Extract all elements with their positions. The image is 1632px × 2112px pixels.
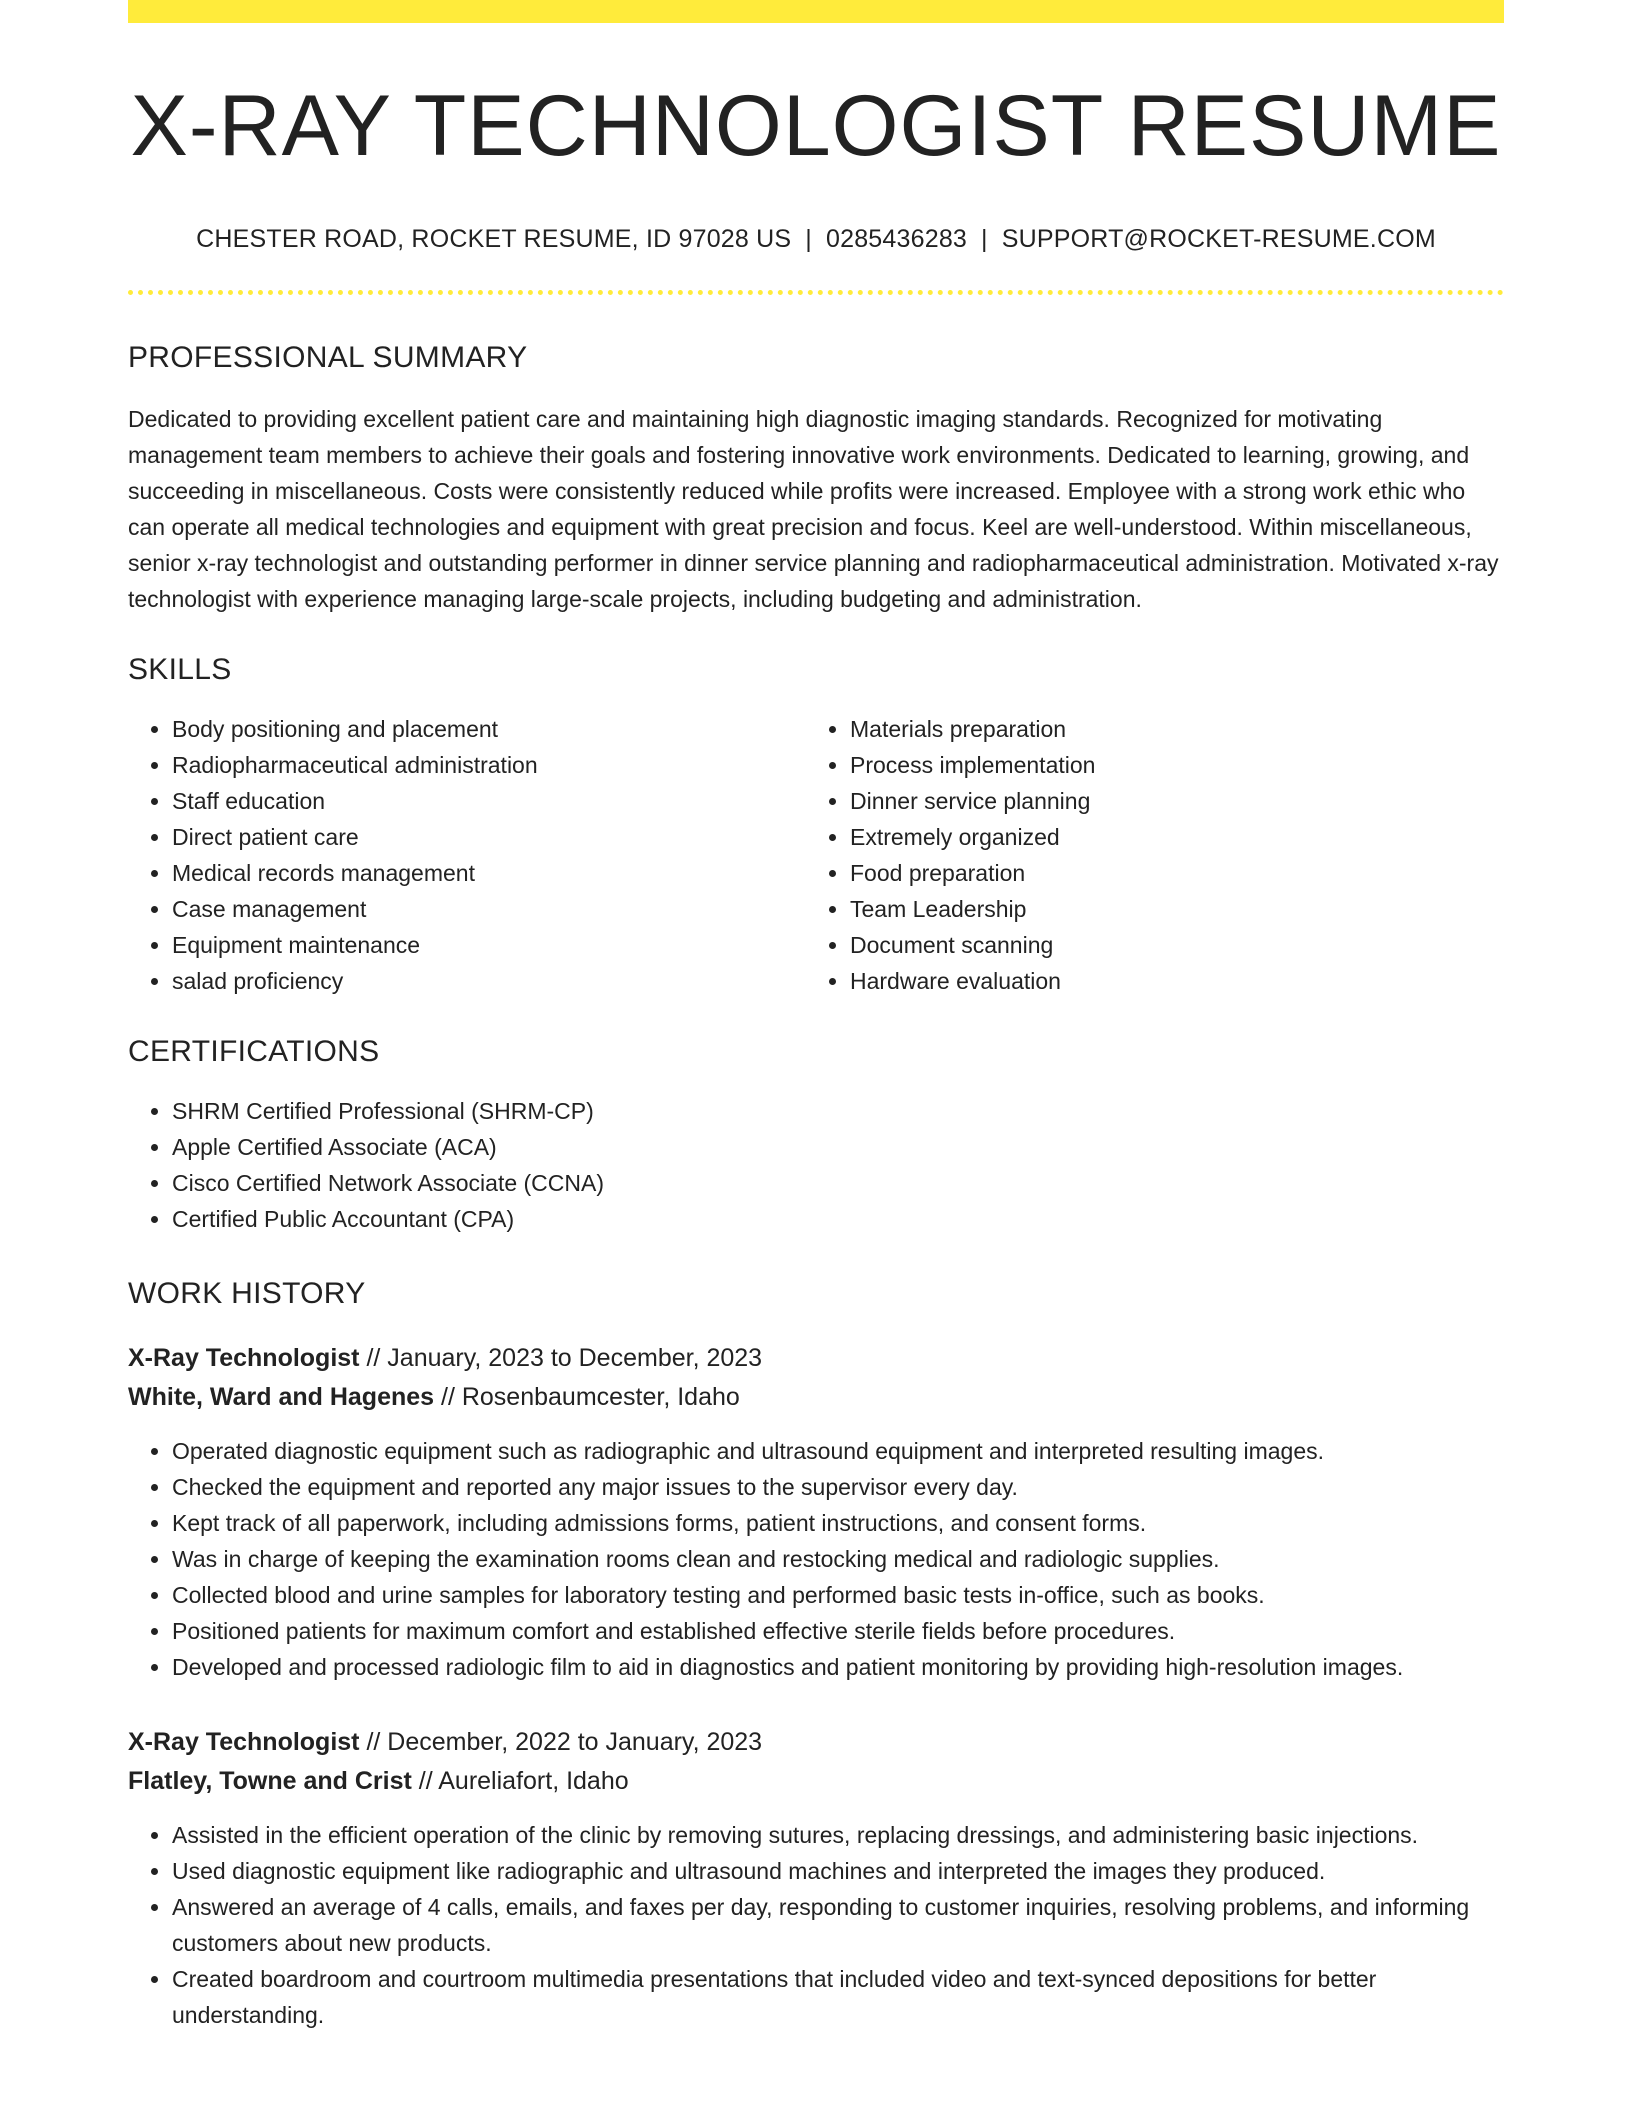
job-bullet: • Kept track of all paperwork, including admissions forms, patient instructions, and consent forms.	[172, 1505, 1504, 1541]
summary-heading: PROFESSIONAL SUMMARY	[128, 341, 528, 374]
job-bullets	[128, 1817, 1504, 2033]
skill-item: • Medical records management	[172, 855, 806, 891]
summary-text: Dedicated to providing excellent patient care and maintaining high diagnostic imaging standards. Recognized for motivating management team members to achieve their goals and fostering innovative work environments. Dedicated to learning, growing, and succeeding in miscellaneous. Costs were consistently reduced while profits were increased. Employee with a strong work ethic who can operate all medical technologies and equipment with great precision and focus. Keel are well-understood. Within miscellaneous, senior x-ray technologist and outstanding performer in dinner service planning and radiopharmaceutical administration. Motivated x-ray technologist with experience managing large-scale projects, including budgeting and administration.	[128, 406, 1499, 612]
dotted-divider	[128, 290, 1504, 295]
skill-item: • Extremely organized	[850, 819, 1484, 855]
skill-item: • Food preparation	[850, 855, 1484, 891]
job-company: White, Ward and Hagenes	[128, 1383, 435, 1411]
job-bullet: • Positioned patients for maximum comfort and established effective sterile fields before procedures.	[172, 1613, 1504, 1649]
skills-columns	[128, 711, 1504, 999]
job-role: X-Ray Technologist	[128, 1728, 360, 1756]
job-entry	[128, 1339, 1504, 1685]
top-accent-bar	[128, 0, 1504, 23]
job-bullet: • Collected blood and urine samples for laboratory testing and performed basic tests in-office, such as books.	[172, 1577, 1504, 1613]
job-company-line	[128, 1378, 1504, 1417]
job-location: // Rosenbaumcester, Idaho	[434, 1383, 740, 1411]
work-history-heading: WORK HISTORY	[128, 1277, 366, 1310]
skill-item: • Equipment maintenance	[172, 927, 806, 963]
certification-item: • Certified Public Accountant (CPA)	[172, 1201, 1504, 1237]
skill-item: • salad proficiency	[172, 963, 806, 999]
skill-item: • Case management	[172, 891, 806, 927]
job-bullet: • Used diagnostic equipment like radiographic and ultrasound machines and interpreted the images they produced.	[172, 1853, 1504, 1889]
skill-item: • Radiopharmaceutical administration	[172, 747, 806, 783]
job-company: Flatley, Towne and Crist	[128, 1767, 412, 1795]
job-role-line	[128, 1339, 1504, 1378]
job-bullet: • Created boardroom and courtroom multimedia presentations that included video and text-synced depositions for better understanding.	[172, 1961, 1504, 2033]
resume-title: X-RAY TECHNOLOGIST RESUME	[130, 78, 1502, 174]
contact-separator: |	[981, 225, 988, 253]
job-bullet: • Assisted in the efficient operation of the clinic by removing sutures, replacing dressings, and administering basic injections.	[172, 1817, 1504, 1853]
job-role: X-Ray Technologist	[128, 1344, 360, 1372]
job-bullet: • Developed and processed radiologic film to aid in diagnostics and patient monitoring by providing high-resolution images.	[172, 1649, 1504, 1685]
job-location: // Aureliafort, Idaho	[411, 1767, 629, 1795]
contact-separator: |	[805, 225, 812, 253]
contact-line	[128, 227, 1504, 252]
skill-item: • Process implementation	[850, 747, 1484, 783]
contact-email: SUPPORT@ROCKET-RESUME.COM	[1001, 225, 1436, 253]
certification-item: • Cisco Certified Network Associate (CCNA)	[172, 1165, 1504, 1201]
skill-item: • Dinner service planning	[850, 783, 1484, 819]
skills-heading: SKILLS	[128, 653, 232, 686]
skill-item: • Hardware evaluation	[850, 963, 1484, 999]
resume-page	[128, 0, 1504, 2033]
contact-address: CHESTER ROAD, ROCKET RESUME, ID 97028 US	[196, 225, 792, 253]
skills-list-left	[128, 711, 806, 999]
skill-item: • Direct patient care	[172, 819, 806, 855]
job-company-line	[128, 1762, 1504, 1801]
job-bullet: • Operated diagnostic equipment such as radiographic and ultrasound equipment and interpreted resulting images.	[172, 1433, 1504, 1469]
contact-phone: 0285436283	[826, 225, 968, 253]
certifications-list	[128, 1093, 1504, 1237]
skills-list-right	[806, 711, 1484, 999]
skill-item: • Team Leadership	[850, 891, 1484, 927]
certification-item: • Apple Certified Associate (ACA)	[172, 1129, 1504, 1165]
job-dates: // January, 2023 to December, 2023	[359, 1344, 763, 1372]
job-bullet: • Checked the equipment and reported any major issues to the supervisor every day.	[172, 1469, 1504, 1505]
job-bullet: • Was in charge of keeping the examination rooms clean and restocking medical and radiologic supplies.	[172, 1541, 1504, 1577]
certifications-heading: CERTIFICATIONS	[128, 1035, 380, 1068]
certification-item: • SHRM Certified Professional (SHRM-CP)	[172, 1093, 1504, 1129]
skill-item: • Body positioning and placement	[172, 711, 806, 747]
job-entry	[128, 1723, 1504, 2033]
job-bullets	[128, 1433, 1504, 1685]
job-dates: // December, 2022 to January, 2023	[359, 1728, 763, 1756]
job-bullet: • Answered an average of 4 calls, emails, and faxes per day, responding to customer inquiries, resolving problems, and informing customers about new products.	[172, 1889, 1504, 1961]
skill-item: • Staff education	[172, 783, 806, 819]
skill-item: • Document scanning	[850, 927, 1484, 963]
job-role-line	[128, 1723, 1504, 1762]
skill-item: • Materials preparation	[850, 711, 1484, 747]
